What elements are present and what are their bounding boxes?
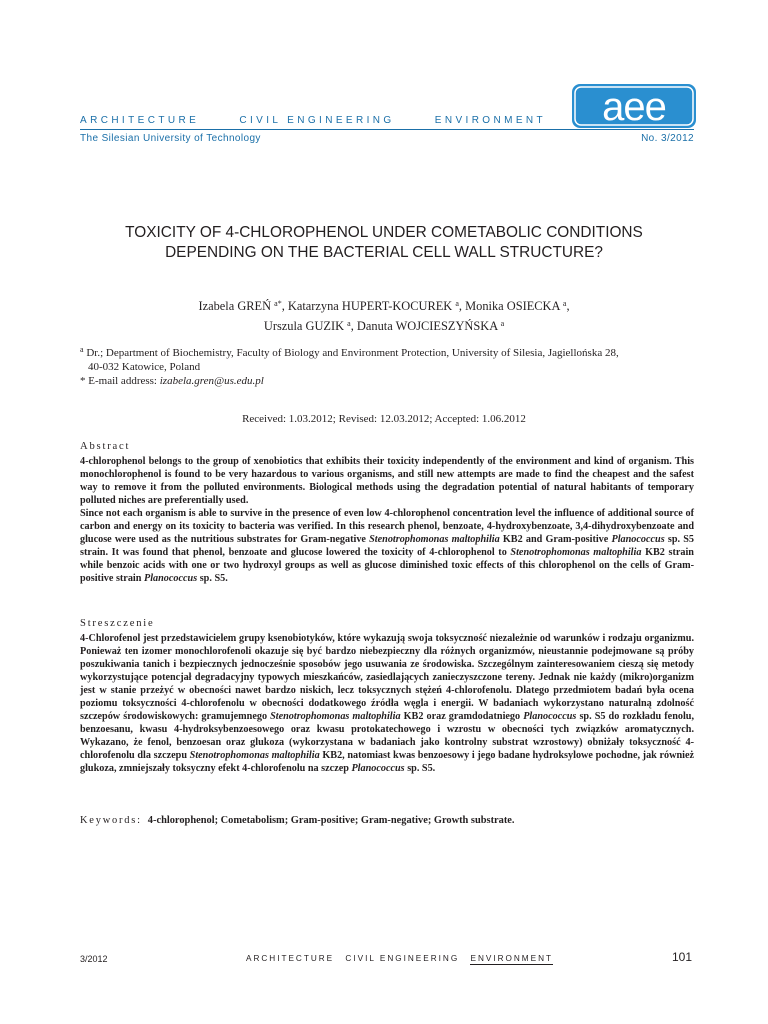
page-number: 101 [671,950,692,964]
abstract-text: sp. S5 strain. It was found that phenol, benzoate and glucose lowered the toxicity of 4-chlorophenol to [80,534,694,558]
streszczenie-text: 4-Chlorofenol jest przedstawicielem grupy ksenobiotyków, które wykazują swoja toksyczność niezależnie od warunków i rodzaju organizmu. Ponieważ ten izomer monochlorofenoli okazuje się być bardzo niebezpieczny dla różnych organizmów, nieustannie podejmowane są próby poszukiwania tanich i bezpiecznych jednocześnie sposobów jego usuwania ze środowiska. Szczególnym zainteresowaniem cieszą się metody wykorzystujące potencjał degradacyjny typowych mieszkańców, zasiedlających zanieczyszczone tereny. Jednak nie każdy (mikro)organizm jest w stanie przeżyć w obecności nawet bardzo niskich, lecz toksycznych stężeń 4-chlorofenolu. Dlatego przedmiotem badań była ocena poziomu toksyczności 4-chlorofenolu w obecności dodatkowego źródła węgla i energii. W badaniach wykorzystano naturalną zdolność szczepów środowiskowych: gramujemnego [80,633,694,722]
aee-logo-text: aee [602,85,666,128]
streszczenie-text: KB2 oraz gramdodatniego [400,711,524,722]
species-name: Planococcus [523,711,577,722]
email-link[interactable]: izabela.gren@us.edu.pl [159,375,264,387]
author-affiliation-mark: a [347,319,351,328]
email-label: * E-mail address: [80,375,160,387]
species-name: Planococcus [611,534,665,545]
abstract-text: Since not each organism is able to survive in the presence of even low 4-chlorophenol concentration level the influence of additional source of carbon and energy on its toxicity to bacteria was verified. In this research phenol, benzoate, 4-hydroxybenzoate, 3,4-dihydroxybenzoate and glucose were used as the nutritious substrates for Gram-negative [80,508,694,545]
keywords-label: Keywords: [80,815,142,826]
abstract-paragraph-1: 4-chlorophenol belongs to the group of xenobiotics that exhibits their toxicity independently of the environment and kind of organism. This monochlorophenol is found to be very hazardous to various organisms, and still new attempts are made to find the cheapest and the safest way to remove it from the polluted environments. Biological methods using the degradation potential of natural habitants of temporary polluted niches are preferentially used. [80,456,694,506]
author-name: Danuta WOJCIESZYŃSKA [356,319,501,333]
streszczenie-text: sp. S5. [404,763,436,774]
abstract-text: KB2 and Gram-positive [499,534,612,545]
species-name: Planococcus [143,573,198,584]
affiliation-block [80,343,700,388]
author-affiliation-mark: a* [274,299,282,308]
abstract-text: sp. S5. [197,573,228,584]
affiliation-text: Dr.; Department of Biochemistry, Faculty of Biology and Environment Protection, University of Silesia, Jagiellońska 28, [83,347,619,359]
discipline-architecture: ARCHITECTURE [80,115,200,126]
footer-disciplines [246,954,560,963]
footer-issue: 3/2012 [80,954,108,964]
author-affiliation-mark: a [562,299,567,308]
title-line-2: DEPENDING ON THE BACTERIAL CELL WALL STRUCTURE? [165,244,603,261]
footer-discipline-civil-engineering: CIVIL ENGINEERING [345,954,460,963]
discipline-environment: ENVIRONMENT [434,115,547,126]
journal-disciplines [80,115,580,126]
affiliation-mark: a [80,345,84,354]
corresponding-email [80,374,700,388]
author-separator: , [458,299,466,313]
footer-discipline-environment: ENVIRONMENT [470,954,553,963]
author-separator: , [281,299,288,313]
streszczenie-text: KB2, natomiast kwas benzoesowy i jego badane hydroksylowe pochodne, jak również glukoza, zmniejszały toksyczny efekt 4-chlorofenolu na szczep [80,750,694,774]
species-name: Stenotrophomonas maltophilia [369,534,500,545]
issue-number: No. 3/2012 [641,133,694,144]
author-affiliation-mark: a [500,319,505,328]
abstract-body [80,455,694,585]
university-name: The Silesian University of Technology [80,133,261,144]
species-name: Stenotrophomonas maltophilia [510,547,642,558]
authors-line-1 [60,295,708,315]
streszczenie-heading: Streszczenie [80,618,155,629]
authors-line-2 [60,315,708,335]
abstract-heading: Abstract [80,441,131,452]
discipline-civil-engineering: CIVIL ENGINEERING [239,115,395,126]
affiliation-address: 40-032 Katowice, Poland [88,361,201,373]
author-name: Urszula GUZIK [263,319,348,333]
author-separator: , [350,319,357,333]
affiliation-line [80,343,700,360]
species-name: Stenotrophomonas maltophilia [270,711,401,722]
aee-logo [572,84,696,128]
keywords-text: 4-chlorophenol; Cometabolism; Gram-positive; Gram-negative; Growth substrate. [147,815,515,826]
streszczenie-body [80,632,694,775]
author-affiliation-mark: a [455,299,459,308]
author-name: Izabela GREŃ [198,299,275,313]
species-name: Stenotrophomonas maltophilia [189,750,320,761]
author-separator: , [566,299,570,313]
article-title [60,223,708,263]
streszczenie-paragraph [80,632,694,775]
footer-discipline-architecture: ARCHITECTURE [246,954,335,963]
author-list [60,295,708,335]
streszczenie-text: sp. S5 do rozkładu fenolu, benzoesanu, kwasu 4-hydroksybenzoesowego oraz kwasu protokatechowego i wzrostu w obecności tych związków aromatycznych. Wykazano, że fenol, benzoesan oraz glukoza (wykorzystana w badaniach jako kontrolny substrat wzrostowy) obniżały toksyczność 4-chlorofenolu dla szczepu [80,711,695,761]
title-line-1: TOXICITY OF 4-CHLOROPHENOL UNDER COMETABOLIC CONDITIONS [125,224,643,241]
header-rule [80,129,694,130]
abstract-paragraph-2 [80,507,694,585]
keywords [80,815,515,826]
species-name: Planococcus [351,763,405,774]
author-name: Monika OSIECKA [465,299,563,313]
author-name: Katarzyna HUPERT-KOCUREK [287,299,456,313]
article-dates: Received: 1.03.2012; Revised: 12.03.2012; Accepted: 1.06.2012 [242,413,526,425]
abstract-text: KB2 strain while benzoic acids with one or two hydroxyl groups as well as glucose diminished toxic effects of this chlorophenol on the cells of Gram-positive strain [80,547,694,584]
